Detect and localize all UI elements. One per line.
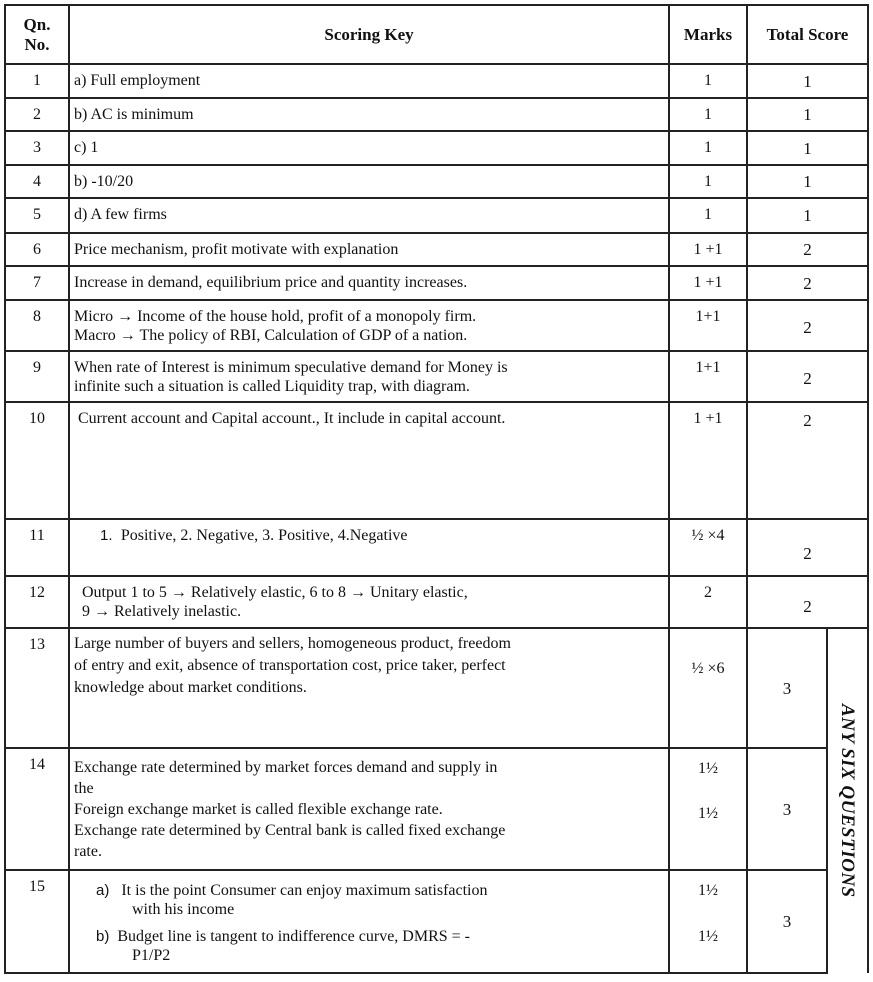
- key-cell: [69, 64, 669, 98]
- total-cell: 3: [747, 870, 827, 973]
- marks-cell: [669, 870, 747, 973]
- key-line: knowledge about market conditions.: [74, 679, 307, 696]
- qn-cell: 14: [5, 748, 69, 870]
- table-row: [5, 402, 868, 519]
- marks-part: 1½: [698, 928, 718, 945]
- key-line: Micro → Income of the house hold, profit of a monopoly firm.: [74, 308, 477, 325]
- key-cell: [69, 266, 669, 300]
- key-text: Positive, 2. Negative, 3. Positive, 4.Negative: [120, 527, 408, 544]
- key-line: of entry and exit, absence of transportation cost, price taker, perfect: [74, 657, 506, 674]
- table-row: [5, 233, 868, 266]
- qn-cell: 9: [5, 351, 69, 402]
- total-cell: 2: [747, 402, 868, 519]
- key-line: Budget line is tangent to indifference curve, DMRS = -: [117, 928, 470, 945]
- qn-cell: 4: [5, 165, 69, 198]
- key-cell: [69, 628, 669, 748]
- key-line: with his income: [132, 901, 235, 918]
- table-row: [5, 266, 868, 300]
- header-row: [5, 5, 868, 64]
- key-cell: [69, 131, 669, 165]
- marks-cell: 1: [669, 131, 747, 165]
- marks-cell: 1 +1: [669, 233, 747, 266]
- key-text: b) -10/20: [74, 173, 134, 190]
- key-cell: [69, 519, 669, 576]
- key-text: c) 1: [74, 139, 99, 156]
- key-cell: [69, 198, 669, 233]
- total-cell: 3: [747, 748, 827, 870]
- marks-cell: 2: [669, 576, 747, 628]
- key-line: the: [74, 780, 94, 797]
- table-row: [5, 300, 868, 351]
- marks-cell: 1 +1: [669, 266, 747, 300]
- table-row: [5, 870, 868, 973]
- marks-cell: 1: [669, 198, 747, 233]
- total-cell: 2: [747, 519, 868, 576]
- marks-cell: 1: [669, 165, 747, 198]
- key-cell: [69, 165, 669, 198]
- key-number: 1.: [100, 527, 113, 544]
- total-cell: 1: [747, 131, 868, 165]
- total-cell: 1: [747, 64, 868, 98]
- key-text: a) Full employment: [74, 72, 201, 89]
- total-cell: 2: [747, 266, 868, 300]
- table-row: [5, 64, 868, 98]
- key-text: Price mechanism, profit motivate with explanation: [74, 241, 399, 258]
- header-total-score: Total Score: [747, 5, 868, 64]
- table-row: [5, 351, 868, 402]
- key-text: d) A few firms: [74, 206, 167, 223]
- total-cell: 2: [747, 300, 868, 351]
- key-cell: [69, 402, 669, 519]
- key-cell: [69, 748, 669, 870]
- total-cell: 1: [747, 198, 868, 233]
- qn-cell: 7: [5, 266, 69, 300]
- key-cell: [69, 233, 669, 266]
- key-cell: [69, 351, 669, 402]
- header-qn: Qn. No.: [5, 5, 69, 64]
- table-row: [5, 628, 868, 748]
- key-cell: [69, 98, 669, 131]
- key-item-b: [74, 927, 664, 946]
- total-cell: 1: [747, 165, 868, 198]
- marks-part: 1½: [698, 882, 718, 899]
- key-line: When rate of Interest is minimum speculative demand for Money is: [74, 359, 508, 376]
- marks-cell: 1+1: [669, 300, 747, 351]
- qn-cell: 10: [5, 402, 69, 519]
- marks-part: 1½: [698, 760, 718, 777]
- item-label: b): [96, 928, 110, 945]
- total-cell: 2: [747, 233, 868, 266]
- key-line: 9 → Relatively inelastic.: [82, 603, 242, 620]
- qn-cell: 15: [5, 870, 69, 973]
- marks-part: 1½: [698, 805, 718, 822]
- marks-cell: ½ ×4: [669, 519, 747, 576]
- key-text: b) AC is minimum: [74, 106, 194, 123]
- key-item-a: [74, 881, 664, 900]
- key-text: Increase in demand, equilibrium price and quantity increases.: [74, 274, 468, 291]
- marks-cell: 1 +1: [669, 402, 747, 519]
- table-row: [5, 165, 868, 198]
- marks-cell: 1: [669, 98, 747, 131]
- header-marks: Marks: [669, 5, 747, 64]
- total-cell: 2: [747, 351, 868, 402]
- key-cell: [69, 870, 669, 973]
- key-line: Output 1 to 5 → Relatively elastic, 6 to 8 → Unitary elastic,: [82, 584, 468, 601]
- header-scoring-key: Scoring Key: [69, 5, 669, 64]
- qn-cell: 5: [5, 198, 69, 233]
- key-text: Current account and Capital account., It include in capital account.: [78, 410, 506, 427]
- table-row: [5, 131, 868, 165]
- qn-cell: 2: [5, 98, 69, 131]
- qn-cell: 13: [5, 628, 69, 748]
- key-line: infinite such a situation is called Liquidity trap, with diagram.: [74, 378, 470, 395]
- key-line: It is the point Consumer can enjoy maximum satisfaction: [121, 882, 488, 899]
- table-row: [5, 576, 868, 628]
- scoring-key-table: [4, 4, 869, 974]
- key-line: Exchange rate determined by Central bank is called fixed exchange: [74, 822, 506, 839]
- any-six-questions-note: ANY SIX QUESTIONS: [827, 628, 868, 973]
- key-line: Foreign exchange market is called flexible exchange rate.: [74, 801, 443, 818]
- qn-cell: 8: [5, 300, 69, 351]
- marks-cell: 1+1: [669, 351, 747, 402]
- key-cell: [69, 300, 669, 351]
- table-row: [5, 198, 868, 233]
- total-cell: 2: [747, 576, 868, 628]
- qn-cell: 6: [5, 233, 69, 266]
- item-label: a): [96, 882, 110, 899]
- qn-cell: 12: [5, 576, 69, 628]
- qn-cell: 3: [5, 131, 69, 165]
- key-line: P1/P2: [132, 947, 171, 964]
- key-line: Large number of buyers and sellers, homogeneous product, freedom: [74, 635, 511, 652]
- table-row: [5, 748, 868, 870]
- marks-cell: 1: [669, 64, 747, 98]
- marks-cell: [669, 748, 747, 870]
- marks-cell: ½ ×6: [669, 628, 747, 748]
- key-cell: [69, 576, 669, 628]
- qn-cell: 11: [5, 519, 69, 576]
- qn-cell: 1: [5, 64, 69, 98]
- key-line: rate.: [74, 843, 102, 860]
- table-row: [5, 519, 868, 576]
- table-row: [5, 98, 868, 131]
- total-cell: 1: [747, 98, 868, 131]
- key-line: Macro → The policy of RBI, Calculation of GDP of a nation.: [74, 327, 468, 344]
- key-line: Exchange rate determined by market forces demand and supply in: [74, 759, 498, 776]
- total-cell: 3: [747, 628, 827, 748]
